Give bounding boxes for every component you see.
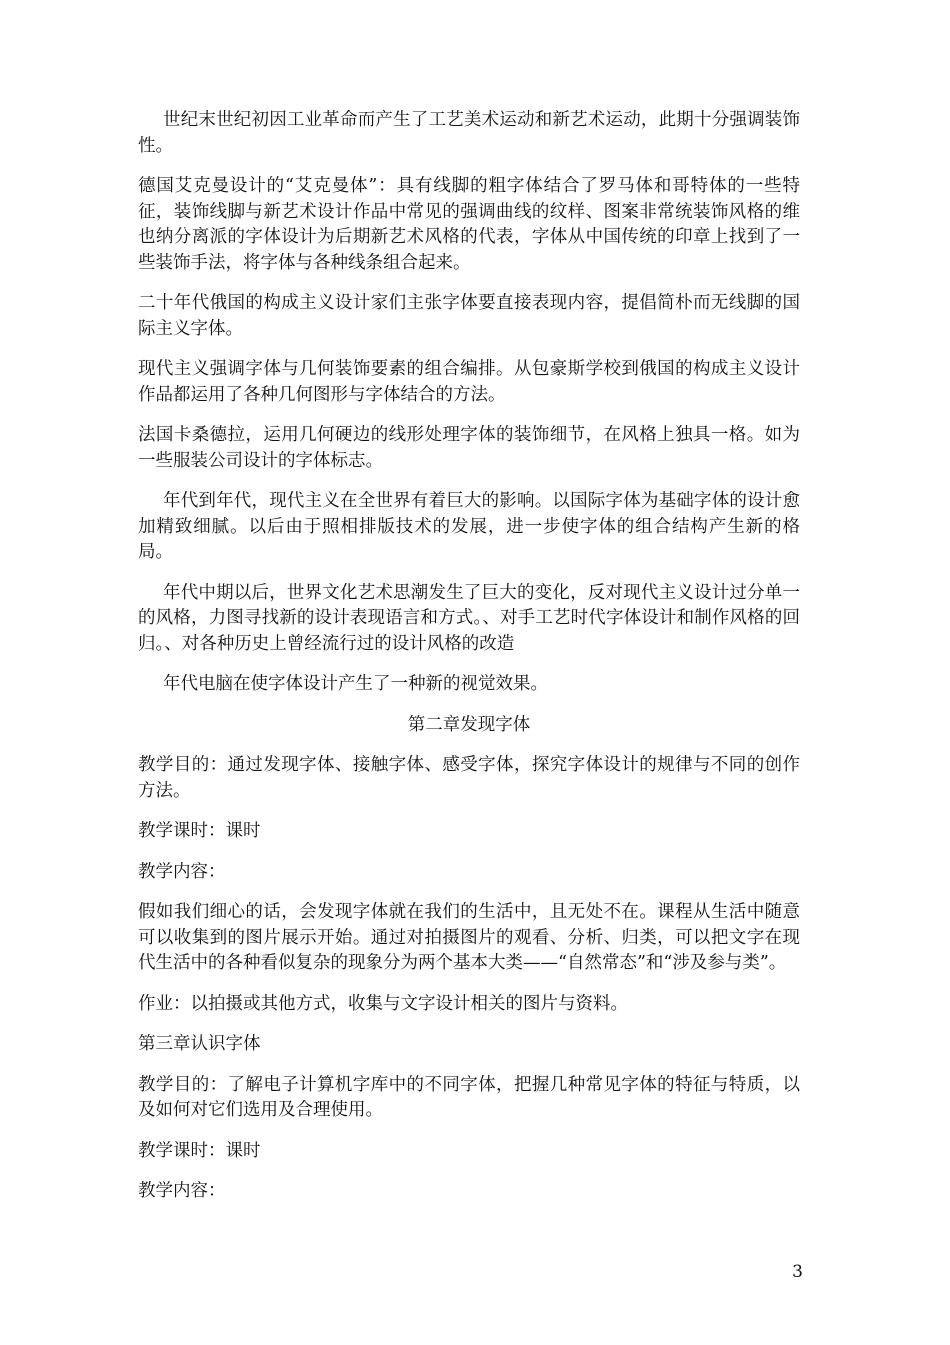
paragraph-eckmann: 德国艾克曼设计的“艾克曼体”：具有线脚的粗字体结合了罗马体和哥特体的一些特征，装饰线脚与新艺术设计作品中常见的强调曲线的纹样、图案非常统装饰风格的维也纳分离派的字体设计为后期新艺术风格的代表，字体从中国传统的印章上找到了一些装饰手法，将字体与各种线条组合起来。 xyxy=(138,176,800,273)
chapter-2-hours: 教学课时：课时 xyxy=(138,821,261,841)
paragraph-constructivism: 二十年代俄国的构成主义设计家们主张字体要直接表现内容，提倡简朴而无线脚的国际主义字体。 xyxy=(138,293,800,339)
chapter-2-assignment: 作业：以拍摄或其他方式，收集与文字设计相关的图片与资料。 xyxy=(138,993,628,1014)
chapter-2-content-label: 教学内容： xyxy=(138,861,226,882)
chapter-2-heading: 第二章发现字体 xyxy=(407,714,531,735)
paragraph-modernism: 现代主义强调字体与几何装饰要素的组合编排。从包豪斯学校到俄国的构成主义设计作品都运用了各种几何图形与字体结合的方法。 xyxy=(138,359,800,405)
chapter-3-content-label: 教学内容： xyxy=(138,1181,226,1201)
paragraph-international-style: 年代到年代，现代主义在全世界有着巨大的影响。以国际字体为基础字体的设计愈加精致细腻。以后由于照相排版技术的发展，进一步使字体的组合结构产生新的格局。 xyxy=(138,491,800,562)
paragraph-cassandre: 法国卡桑德拉，运用几何硬边的线形处理字体的装饰细节，在风格上独具一格。如为一些服装公司设计的字体标志。 xyxy=(138,425,800,471)
chapter-2-objective: 教学目的：通过发现字体、接触字体、感受字体，探究字体设计的规律与不同的创作方法。 xyxy=(138,755,800,801)
chapter-3-hours: 教学课时：课时 xyxy=(138,1140,261,1161)
paragraph-arts-crafts: 世纪末世纪初因工业革命而产生了工艺美术运动和新艺术运动，此期十分强调装饰性。 xyxy=(138,110,800,156)
document-page xyxy=(138,108,800,1220)
chapter-3-objective: 教学目的：了解电子计算机字库中的不同字体，把握几种常见字体的特征与特质，以及如何对它们选用及合理使用。 xyxy=(138,1074,800,1120)
page-number: 3 xyxy=(792,1262,803,1282)
chapter-3-heading: 第三章认识字体 xyxy=(138,1034,261,1054)
chapter-2-content: 假如我们细心的话，会发现字体就在我们的生活中，且无处不在。课程从生活中随意可以收集到的图片展示开始。通过对拍摄图片的观看、分析、归类，可以把文字在现代生活中的各种看似复杂的现象分为两个基本大类——“自然常态”和“涉及参与类”。 xyxy=(138,902,800,973)
paragraph-postmodern: 年代中期以后，世界文化艺术思潮发生了巨大的变化，反对现代主义设计过分单一的风格，力图寻找新的设计表现语言和方式。、对手工艺时代字体设计和制作风格的回归。、对各种历史上曾经流行过的设计风格的改造 xyxy=(138,582,800,654)
paragraph-computer: 年代电脑在使字体设计产生了一种新的视觉效果。 xyxy=(163,674,548,694)
